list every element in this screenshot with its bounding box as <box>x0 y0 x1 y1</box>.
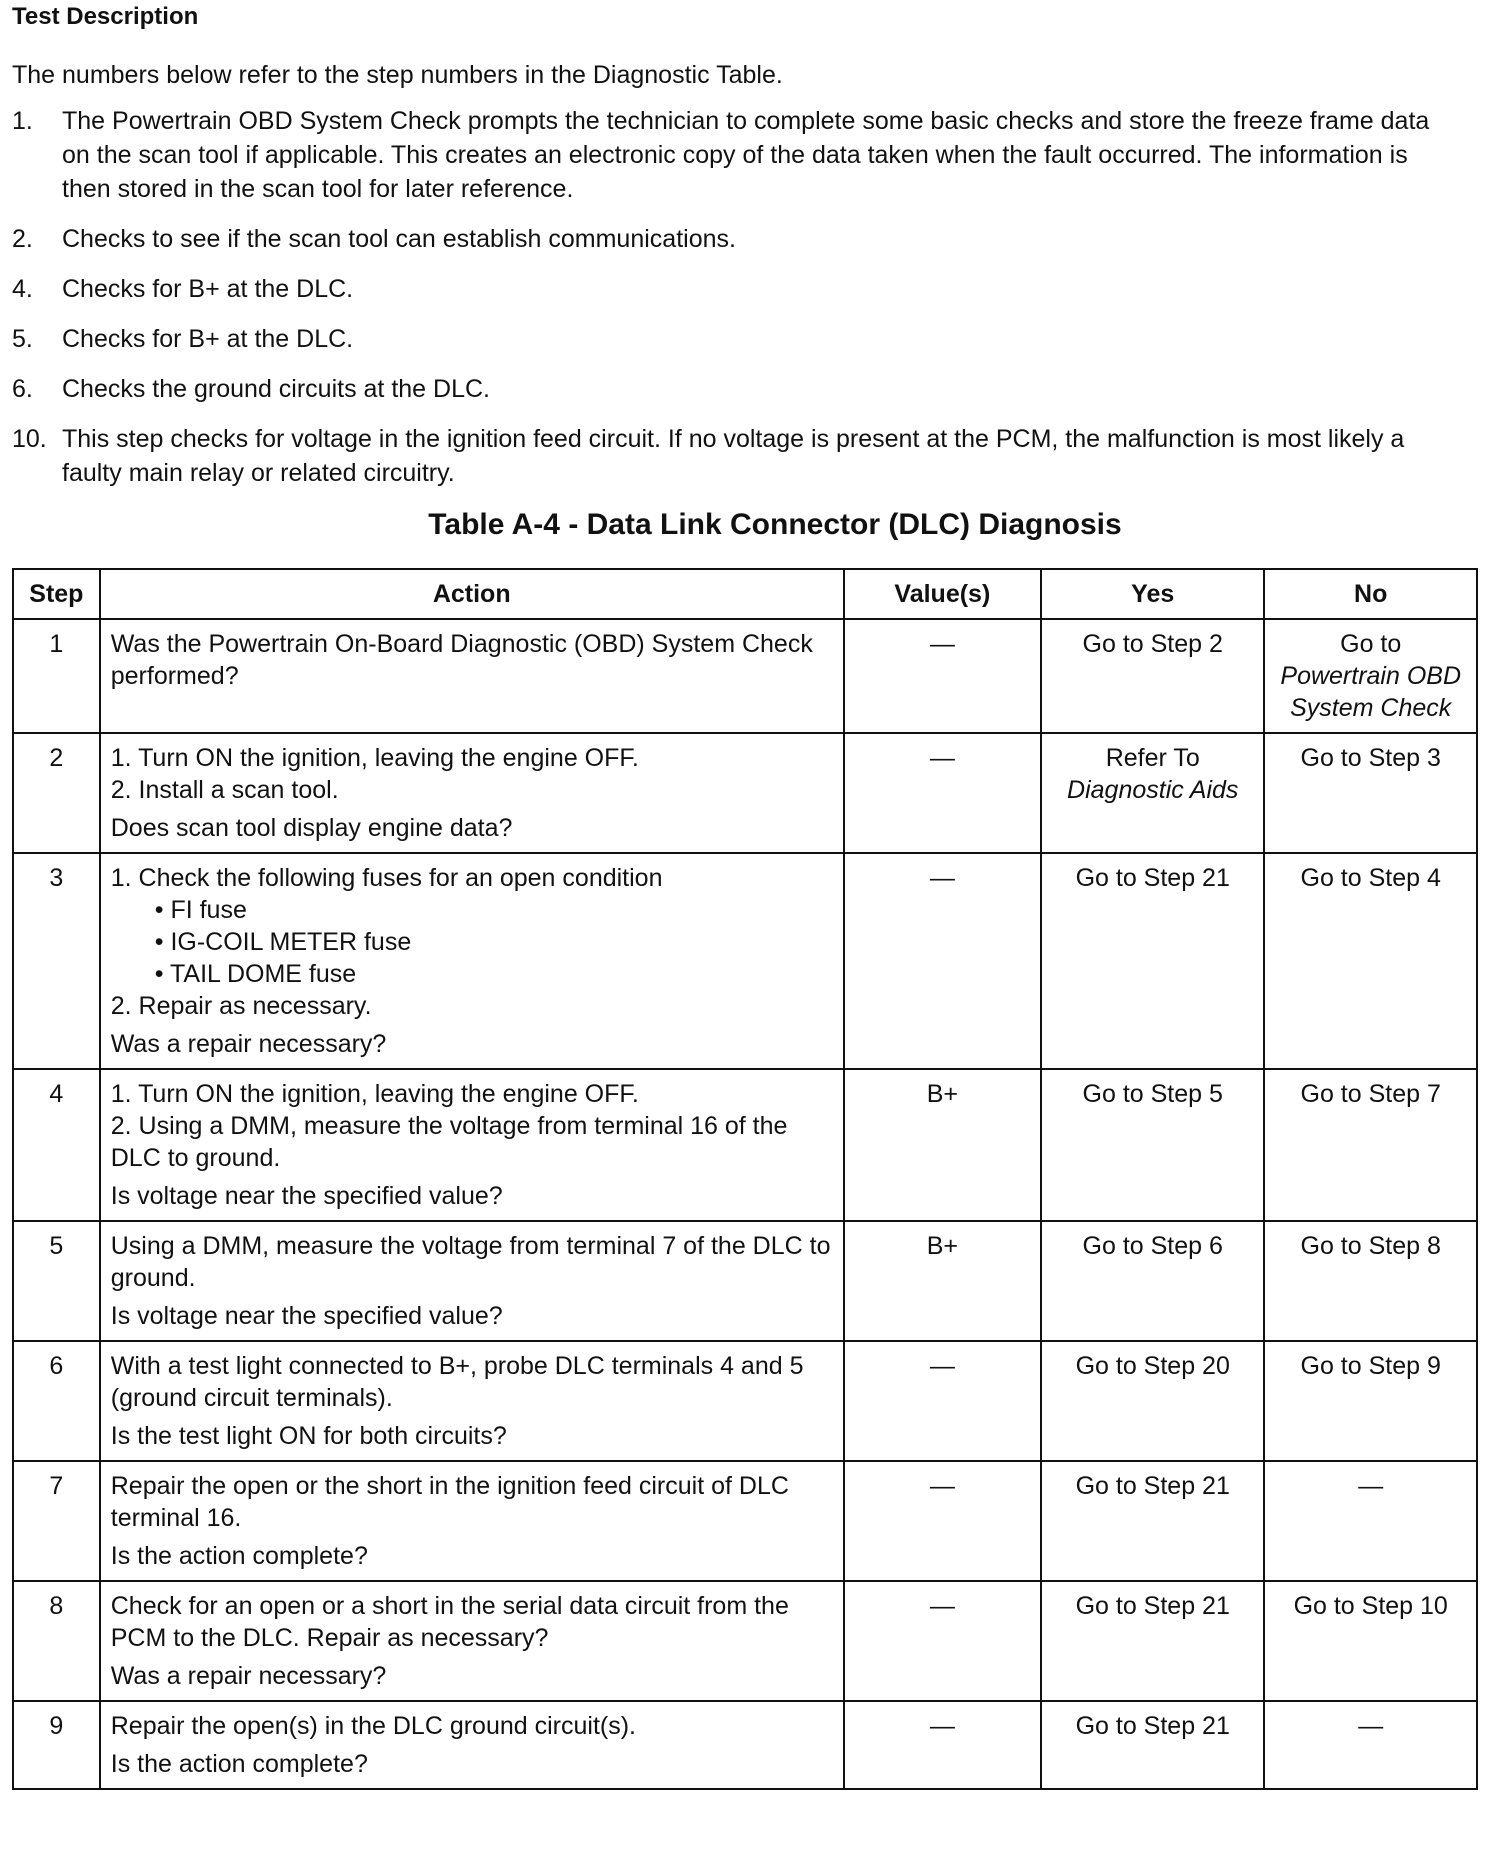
action-question: Was a repair necessary? <box>110 1030 387 1058</box>
action-bullet-text: FI fuse <box>170 896 247 924</box>
yes-text: Go to Step 21 <box>1075 864 1230 892</box>
no-text: — <box>1358 1472 1384 1500</box>
no-text: — <box>1358 1712 1384 1740</box>
action-cell <box>100 1461 844 1581</box>
column-header-yes: Yes <box>1041 569 1264 619</box>
action-line: With a test light connected to B+, probe DLC terminals 4 and 5 (ground circuit terminals). <box>110 1352 804 1412</box>
action-bullet-text: TAIL DOME fuse <box>170 960 357 988</box>
yes-text: Go to Step 2 <box>1082 630 1223 658</box>
value-cell: — <box>844 853 1041 1069</box>
action-cell <box>100 733 844 853</box>
table-row <box>13 1461 1477 1581</box>
description-item <box>12 104 1478 206</box>
action-bullet <box>111 894 833 926</box>
yes-cell <box>1041 1581 1264 1701</box>
yes-cell <box>1041 1701 1264 1789</box>
description-number: 4. <box>12 275 33 303</box>
description-number: 6. <box>12 375 33 403</box>
column-header-value: Value(s) <box>844 569 1041 619</box>
action-question: Is voltage near the specified value? <box>110 1302 503 1330</box>
action-cell <box>100 853 844 1069</box>
table-row <box>13 1221 1477 1341</box>
table-header-row <box>13 569 1477 619</box>
no-cell <box>1264 853 1477 1069</box>
action-line: Repair the open or the short in the ignition feed circuit of DLC terminal 16. <box>110 1472 789 1532</box>
step-cell: 5 <box>13 1221 100 1341</box>
value-cell: — <box>844 619 1041 733</box>
action-line: Using a DMM, measure the voltage from terminal 7 of the DLC to ground. <box>110 1232 831 1292</box>
no-text: Go to <box>1340 630 1402 658</box>
yes-text: Go to Step 21 <box>1075 1472 1230 1500</box>
yes-text: Go to Step 20 <box>1075 1352 1230 1380</box>
yes-cell <box>1041 619 1264 733</box>
no-cell <box>1264 1341 1477 1461</box>
table-body <box>13 619 1477 1789</box>
table-row <box>13 1341 1477 1461</box>
action-question: Is voltage near the specified value? <box>110 1182 503 1210</box>
action-question: Does scan tool display engine data? <box>110 814 513 842</box>
value-cell: — <box>844 1701 1041 1789</box>
step-cell: 6 <box>13 1341 100 1461</box>
description-text: Checks for B+ at the DLC. <box>62 325 354 353</box>
description-item <box>12 322 1478 356</box>
section-heading: Test Description <box>12 3 199 30</box>
description-text: Checks to see if the scan tool can establish communications. <box>62 225 736 253</box>
yes-reference: Diagnostic Aids <box>1067 776 1239 804</box>
yes-cell <box>1041 1221 1264 1341</box>
action-cell <box>100 1069 844 1221</box>
yes-text: Go to Step 21 <box>1075 1712 1230 1740</box>
action-bullet <box>111 926 833 958</box>
yes-cell <box>1041 733 1264 853</box>
action-line: Check for an open or a short in the serial data circuit from the PCM to the DLC. Repair as necessary? <box>110 1592 789 1652</box>
document-page <box>12 0 1478 1790</box>
table-row <box>13 853 1477 1069</box>
yes-cell <box>1041 1069 1264 1221</box>
column-header-action: Action <box>100 569 844 619</box>
action-line: 2. Repair as necessary. <box>110 992 372 1020</box>
action-cell <box>100 1341 844 1461</box>
table-row <box>13 1581 1477 1701</box>
no-text: Go to Step 8 <box>1300 1232 1441 1260</box>
no-cell <box>1264 1069 1477 1221</box>
no-cell <box>1264 1581 1477 1701</box>
action-line: 1. Turn ON the ignition, leaving the engine OFF. <box>110 744 639 772</box>
step-cell: 4 <box>13 1069 100 1221</box>
description-number: 10. <box>12 425 47 453</box>
description-item <box>12 222 1478 256</box>
yes-text: Refer To <box>1105 744 1200 772</box>
action-line: Repair the open(s) in the DLC ground circuit(s). <box>110 1712 636 1740</box>
action-bullet <box>111 958 833 990</box>
action-line: 1. Check the following fuses for an open condition <box>110 864 663 892</box>
description-item <box>12 272 1478 306</box>
action-line: 2. Using a DMM, measure the voltage from terminal 16 of the DLC to ground. <box>110 1112 788 1172</box>
action-cell <box>100 1221 844 1341</box>
no-reference: Powertrain OBD System Check <box>1280 662 1462 722</box>
action-bullet-text: IG-COIL METER fuse <box>170 928 412 956</box>
description-text: The Powertrain OBD System Check prompts the technician to complete some basic checks and store the freeze frame data on the scan tool if applicable. This creates an electronic copy of the data taken when the fault occurred. The information is then stored in the scan tool for later reference. <box>62 107 1430 203</box>
no-cell <box>1264 1221 1477 1341</box>
description-item <box>12 422 1478 490</box>
table-row <box>13 1069 1477 1221</box>
action-cell <box>100 1581 844 1701</box>
no-text: Go to Step 3 <box>1300 744 1441 772</box>
description-item <box>12 372 1478 406</box>
description-text: Checks for B+ at the DLC. <box>62 275 354 303</box>
action-cell <box>100 619 844 733</box>
no-text: Go to Step 9 <box>1300 1352 1441 1380</box>
action-line: Was the Powertrain On-Board Diagnostic (OBD) System Check performed? <box>110 630 813 690</box>
bullet-icon: • <box>154 896 171 924</box>
value-cell: B+ <box>844 1221 1041 1341</box>
step-cell: 8 <box>13 1581 100 1701</box>
no-cell <box>1264 733 1477 853</box>
description-text: This step checks for voltage in the ignition feed circuit. If no voltage is present at the PCM, the malfunction is most likely a faulty main relay or related circuitry. <box>62 425 1405 487</box>
action-line: 1. Turn ON the ignition, leaving the engine OFF. <box>110 1080 639 1108</box>
yes-text: Go to Step 5 <box>1082 1080 1223 1108</box>
value-cell: B+ <box>844 1069 1041 1221</box>
step-cell: 2 <box>13 733 100 853</box>
intro-text: The numbers below refer to the step numbers in the Diagnostic Table. <box>12 61 783 89</box>
no-cell <box>1264 1461 1477 1581</box>
action-line: 2. Install a scan tool. <box>110 776 339 804</box>
description-number: 5. <box>12 325 33 353</box>
table-row <box>13 1701 1477 1789</box>
bullet-icon: • <box>154 960 170 988</box>
yes-text: Go to Step 21 <box>1075 1592 1230 1620</box>
value-cell: — <box>844 1581 1041 1701</box>
step-cell: 1 <box>13 619 100 733</box>
action-question: Is the action complete? <box>110 1750 368 1778</box>
yes-text: Go to Step 6 <box>1082 1232 1223 1260</box>
yes-cell <box>1041 1341 1264 1461</box>
description-number: 2. <box>12 225 33 253</box>
value-cell: — <box>844 1461 1041 1581</box>
column-header-step: Step <box>13 569 100 619</box>
diagnostic-table <box>12 568 1478 1790</box>
no-cell <box>1264 619 1477 733</box>
no-cell <box>1264 1701 1477 1789</box>
no-text: Go to Step 7 <box>1300 1080 1441 1108</box>
no-text: Go to Step 4 <box>1300 864 1441 892</box>
action-question: Was a repair necessary? <box>110 1662 387 1690</box>
action-question: Is the test light ON for both circuits? <box>110 1422 507 1450</box>
table-row <box>13 733 1477 853</box>
column-header-no: No <box>1264 569 1477 619</box>
table-row <box>13 619 1477 733</box>
action-question: Is the action complete? <box>110 1542 368 1570</box>
bullet-icon: • <box>154 928 171 956</box>
test-description-list <box>12 104 1478 490</box>
description-number: 1. <box>12 107 33 135</box>
step-cell: 7 <box>13 1461 100 1581</box>
no-text: Go to Step 10 <box>1293 1592 1448 1620</box>
table-title: Table A-4 - Data Link Connector (DLC) Diagnosis <box>428 508 1122 541</box>
yes-cell <box>1041 853 1264 1069</box>
step-cell: 9 <box>13 1701 100 1789</box>
value-cell: — <box>844 1341 1041 1461</box>
step-cell: 3 <box>13 853 100 1069</box>
description-text: Checks the ground circuits at the DLC. <box>62 375 490 403</box>
value-cell: — <box>844 733 1041 853</box>
yes-cell <box>1041 1461 1264 1581</box>
action-cell <box>100 1701 844 1789</box>
